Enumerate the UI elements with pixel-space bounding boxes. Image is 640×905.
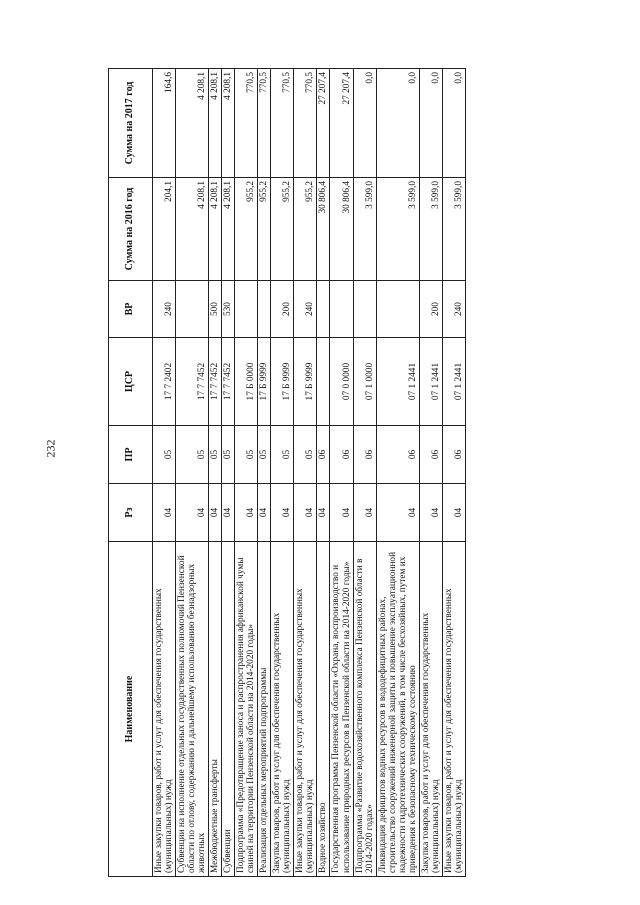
- header-sum-2017: Сумма на 2017 год: [109, 69, 153, 178]
- cell-name: Субвенции на исполнение отдельных государственных полномочий Пензенской области по отлову, содержанию и дальнейшему использованию безнадзорных животных: [176, 542, 209, 877]
- cell-sum-2016: 3 599,0: [442, 178, 465, 281]
- cell-vr: 240: [294, 281, 317, 338]
- budget-table: [108, 68, 466, 877]
- cell-sum-2016: 4 208,1: [209, 178, 222, 281]
- cell-vr: 200: [271, 281, 294, 338]
- table-row: [258, 69, 271, 877]
- cell-pr: 06: [330, 426, 353, 484]
- header-csr: ЦСР: [109, 338, 153, 426]
- cell-vr: [235, 281, 258, 338]
- cell-sum-2017: 27 207,4: [330, 69, 353, 178]
- cell-name: Иные закупки товаров, работ и услуг для обеспечения государственных (муниципальных) нужд: [294, 542, 317, 877]
- cell-sum-2016: 204,1: [153, 178, 176, 281]
- cell-sum-2016: 3 599,0: [353, 178, 376, 281]
- cell-rz: 04: [271, 484, 294, 542]
- cell-rz: 04: [235, 484, 258, 542]
- cell-sum-2017: 770,5: [235, 69, 258, 178]
- cell-sum-2017: 4 208,1: [209, 69, 222, 178]
- cell-sum-2017: 27 207,4: [317, 69, 330, 178]
- table-header-row: [109, 69, 153, 877]
- cell-pr: 05: [222, 426, 235, 484]
- cell-vr: [258, 281, 271, 338]
- cell-sum-2016: 30 806,4: [330, 178, 353, 281]
- cell-name: Субвенции: [222, 542, 235, 877]
- cell-csr: 07 0 0000: [330, 338, 353, 426]
- header-name: Наименование: [109, 542, 153, 877]
- cell-sum-2017: 0,0: [376, 69, 419, 178]
- cell-sum-2016: 955,2: [235, 178, 258, 281]
- table-row: [419, 69, 442, 877]
- cell-csr: 07 1 2441: [376, 338, 419, 426]
- table-body: [153, 69, 466, 877]
- cell-csr: 17 Б 9999: [258, 338, 271, 426]
- cell-name: Иные закупки товаров, работ и услуг для обеспечения государственных (муниципальных) нужд: [153, 542, 176, 877]
- cell-vr: [317, 281, 330, 338]
- cell-sum-2017: 0,0: [442, 69, 465, 178]
- cell-sum-2017: 0,0: [353, 69, 376, 178]
- cell-sum-2017: 770,5: [271, 69, 294, 178]
- cell-vr: 530: [222, 281, 235, 338]
- cell-rz: 04: [317, 484, 330, 542]
- cell-pr: 05: [153, 426, 176, 484]
- table-row: [176, 69, 209, 877]
- cell-rz: 04: [153, 484, 176, 542]
- cell-sum-2016: 3 599,0: [376, 178, 419, 281]
- cell-vr: [376, 281, 419, 338]
- cell-csr: 07 1 2441: [419, 338, 442, 426]
- cell-sum-2016: 955,2: [258, 178, 271, 281]
- cell-rz: 04: [222, 484, 235, 542]
- table-row: [330, 69, 353, 877]
- cell-name: Закупка товаров, работ и услуг для обеспечения государственных (муниципальных) нужд: [419, 542, 442, 877]
- table-row: [442, 69, 465, 877]
- cell-rz: 04: [258, 484, 271, 542]
- cell-csr: 07 1 0000: [353, 338, 376, 426]
- cell-name: Иные закупки товаров, работ и услуг для обеспечения государственных (муниципальных) нужд: [442, 542, 465, 877]
- header-vr: ВР: [109, 281, 153, 338]
- cell-csr: 17 7 7452: [176, 338, 209, 426]
- cell-csr: 17 7 7452: [209, 338, 222, 426]
- cell-pr: 05: [176, 426, 209, 484]
- cell-sum-2016: 955,2: [294, 178, 317, 281]
- table-row: [235, 69, 258, 877]
- cell-csr: 17 7 2402: [153, 338, 176, 426]
- cell-csr: 17 7 7452: [222, 338, 235, 426]
- cell-pr: 05: [294, 426, 317, 484]
- cell-name: Государственная программа Пензенской области «Охрана, воспроизводство и использование природных ресурсов в Пензенской области на 2014-2020 годы»: [330, 542, 353, 877]
- cell-vr: [176, 281, 209, 338]
- cell-sum-2016: 4 208,1: [222, 178, 235, 281]
- cell-name: Закупка товаров, работ и услуг для обеспечения государственных (муниципальных) нужд: [271, 542, 294, 877]
- cell-pr: 06: [317, 426, 330, 484]
- cell-rz: 04: [294, 484, 317, 542]
- cell-pr: 05: [271, 426, 294, 484]
- cell-sum-2016: 30 806,4: [317, 178, 330, 281]
- cell-sum-2016: 955,2: [271, 178, 294, 281]
- cell-sum-2017: 770,5: [294, 69, 317, 178]
- cell-name: Подпрограмма «Развитие водохозяйственного комплекса Пензенской области в 2014-2020 годах»: [353, 542, 376, 877]
- cell-rz: 04: [376, 484, 419, 542]
- cell-vr: 200: [419, 281, 442, 338]
- cell-sum-2016: 3 599,0: [419, 178, 442, 281]
- cell-pr: 06: [419, 426, 442, 484]
- cell-sum-2017: 770,5: [258, 69, 271, 178]
- table-row: [353, 69, 376, 877]
- cell-csr: 07 1 2441: [442, 338, 465, 426]
- cell-sum-2017: 164,6: [153, 69, 176, 178]
- cell-vr: 240: [442, 281, 465, 338]
- header-pr: ПР: [109, 426, 153, 484]
- cell-sum-2016: 4 208,1: [176, 178, 209, 281]
- cell-rz: 04: [419, 484, 442, 542]
- cell-name: Реализация отдельных мероприятий подпрограммы: [258, 542, 271, 877]
- cell-name: Подпрограмма «Предотвращение заноса и распространения африканской чумы свиней на территории Пензенской области на 2014-2020 годы»: [235, 542, 258, 877]
- table-row: [294, 69, 317, 877]
- cell-vr: 240: [153, 281, 176, 338]
- cell-sum-2017: 4 208,1: [222, 69, 235, 178]
- cell-csr: 17 Б 0000: [235, 338, 258, 426]
- cell-pr: 05: [209, 426, 222, 484]
- cell-sum-2017: 4 208,1: [176, 69, 209, 178]
- budget-table-container: [108, 69, 540, 877]
- cell-pr: 06: [376, 426, 419, 484]
- cell-name: Ликвидация дефицитов водных ресурсов в вододефицитных районах, строительство сооружений инженерной защиты и повышение эксплуатационной надежности гидротехнических сооружений, в том числе бесхозяйных, путем их приведения к безопасному техническому состоянию: [376, 542, 419, 877]
- table-row: [153, 69, 176, 877]
- header-rz: Рз: [109, 484, 153, 542]
- cell-vr: 500: [209, 281, 222, 338]
- cell-rz: 04: [209, 484, 222, 542]
- table-row: [376, 69, 419, 877]
- cell-pr: 06: [353, 426, 376, 484]
- cell-rz: 04: [330, 484, 353, 542]
- cell-vr: [330, 281, 353, 338]
- cell-name: Межбюджетные трансферты: [209, 542, 222, 877]
- page-number: 232: [43, 439, 58, 458]
- cell-csr: 17 Б 9999: [271, 338, 294, 426]
- cell-vr: [353, 281, 376, 338]
- cell-name: Водное хозяйство: [317, 542, 330, 877]
- cell-pr: 06: [442, 426, 465, 484]
- cell-rz: 04: [176, 484, 209, 542]
- table-row: [317, 69, 330, 877]
- header-sum-2016: Сумма на 2016 год: [109, 178, 153, 281]
- cell-sum-2017: 0,0: [419, 69, 442, 178]
- table-row: [209, 69, 222, 877]
- table-row: [222, 69, 235, 877]
- cell-csr: [317, 338, 330, 426]
- table-row: [271, 69, 294, 877]
- cell-pr: 05: [235, 426, 258, 484]
- cell-csr: 17 Б 9999: [294, 338, 317, 426]
- cell-rz: 04: [442, 484, 465, 542]
- cell-pr: 05: [258, 426, 271, 484]
- cell-rz: 04: [353, 484, 376, 542]
